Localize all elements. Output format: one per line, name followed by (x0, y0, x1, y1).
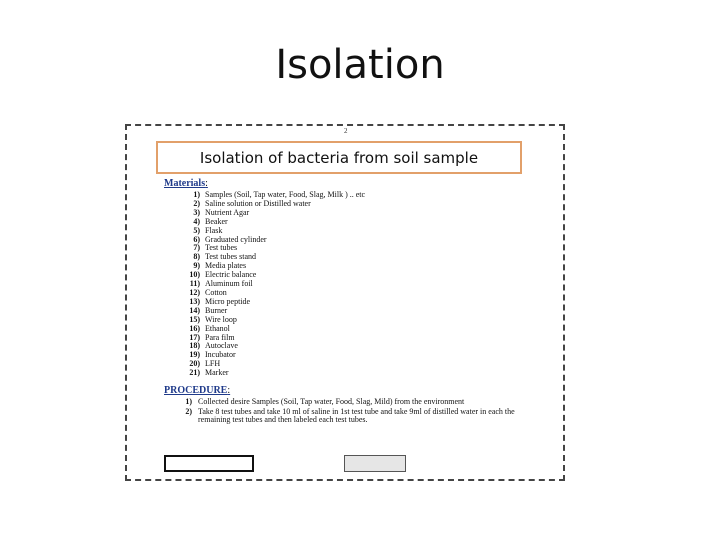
material-item-text: LFH (205, 359, 221, 369)
material-item-text: Para film (205, 332, 235, 342)
material-item-number: 19) (189, 350, 200, 360)
material-item-text: Ethanol (205, 323, 230, 333)
material-item-text: Graduated cylinder (205, 234, 267, 244)
material-item-number: 9) (193, 261, 200, 271)
material-item-number: 5) (193, 225, 200, 235)
material-item-number: 20) (189, 359, 200, 369)
procedure-step-number: 2) (185, 406, 192, 416)
material-item-text: Nutrient Agar (205, 207, 250, 217)
material-item-number: 13) (189, 296, 200, 306)
procedure-step-text: Collected desire Samples (Soil, Tap water, Food, Slag, Mild) from the environment (198, 397, 465, 406)
materials-heading: Materials: (164, 178, 208, 189)
material-item-text: Media plates (205, 261, 247, 271)
material-item-text: Aluminum foil (205, 279, 253, 289)
material-item-number: 14) (189, 305, 200, 315)
material-item-text: Samples (Soil, Tap water, Food, Slag, Milk ) .. etc (205, 190, 366, 199)
caption-text: Isolation of bacteria from soil sample (199, 148, 479, 167)
material-item-text: Test tubes (205, 243, 238, 253)
material-item-text: Wire loop (205, 314, 237, 324)
material-item-text: Beaker (205, 216, 228, 226)
empty-box-right (344, 455, 406, 472)
material-item-number: 3) (193, 207, 200, 217)
material-item (170, 369, 365, 378)
material-item-text: Flask (205, 225, 223, 235)
procedure-step-text: Take 8 test tubes and take 10 ml of saline in 1st test tube and take 9ml of distilled water in each the remaining test tubes and then labeled each test tubes. (198, 406, 515, 424)
procedure-step (170, 408, 530, 425)
material-item-text: Micro peptide (205, 296, 251, 306)
materials-list (170, 191, 365, 378)
material-item-text: Marker (205, 368, 229, 378)
material-item-text: Electric balance (205, 270, 257, 280)
procedure-list (170, 398, 530, 426)
material-item-text: Cotton (205, 287, 227, 297)
page-number: 2 (344, 127, 348, 135)
material-item-text: Incubator (205, 350, 236, 360)
material-item-number: 10) (189, 270, 200, 280)
material-item-number: 11) (189, 279, 200, 289)
material-item-number: 15) (189, 314, 200, 324)
procedure-heading: PROCEDURE: (164, 385, 231, 396)
procedure-step-number: 1) (185, 397, 192, 406)
caption-box (156, 141, 522, 174)
material-item-number: 16) (189, 323, 200, 333)
material-item-text: Saline solution or Distilled water (205, 198, 311, 208)
material-item-text: Test tubes stand (205, 252, 256, 262)
material-item-number: 12) (189, 287, 200, 297)
material-item-number: 7) (193, 243, 200, 253)
material-item-number: 6) (193, 234, 200, 244)
empty-box-left (164, 455, 254, 472)
material-item-text: Autoclave (205, 341, 238, 351)
material-item-number: 4) (193, 216, 200, 226)
material-item-number: 21) (189, 368, 200, 378)
procedure-step (170, 398, 530, 407)
material-item-text: Burner (205, 305, 228, 315)
material-item-number: 8) (193, 252, 200, 262)
slide-title: Isolation (275, 42, 445, 88)
material-item-number: 17) (189, 332, 200, 342)
material-item-number: 1) (193, 190, 200, 199)
material-item-number: 18) (189, 341, 200, 351)
material-item-number: 2) (193, 198, 200, 208)
